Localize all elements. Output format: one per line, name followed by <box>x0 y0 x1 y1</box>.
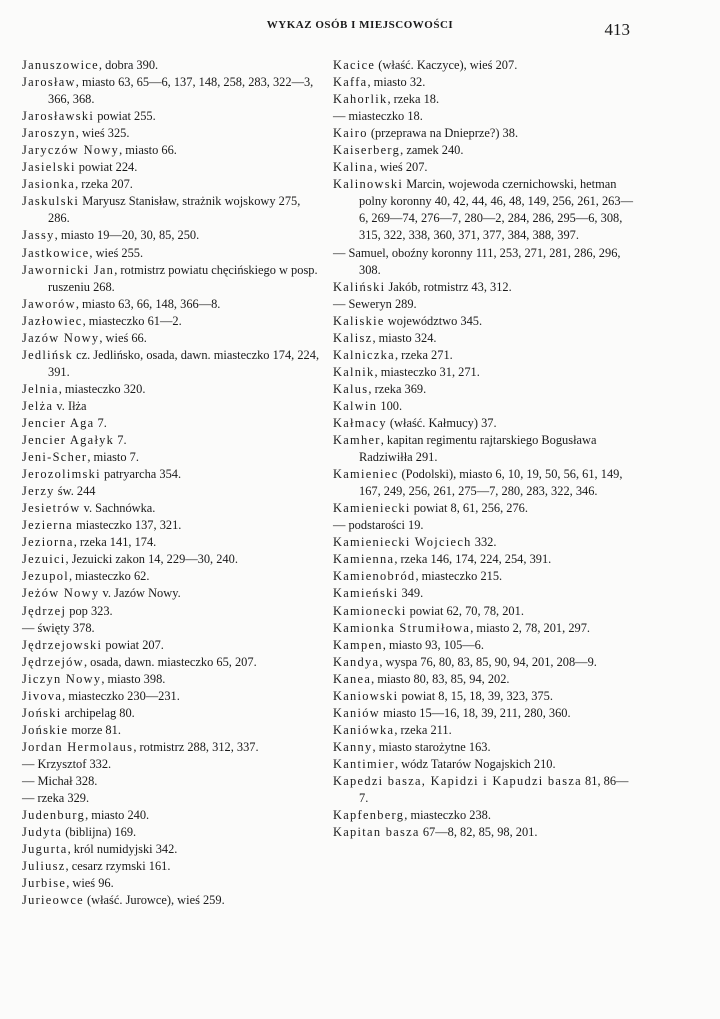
entry-headword: Jazów Nowy <box>22 330 100 345</box>
entry-headword: Jiczyn Nowy <box>22 671 102 686</box>
index-entry <box>22 313 322 330</box>
entry-description: morze 81. <box>68 722 121 737</box>
entry-headword: Jelża <box>22 398 54 413</box>
entry-description: , rzeka 369. <box>368 381 427 396</box>
entry-description: , miasteczko 320. <box>58 381 146 396</box>
entry-headword: Kamieński <box>333 586 399 601</box>
index-entry <box>22 568 322 585</box>
entry-headword: — <box>333 245 346 260</box>
entry-description: miasteczko 18. <box>345 109 423 124</box>
index-entry <box>333 705 633 722</box>
entry-description: powiat 8, 61, 256, 276. <box>410 501 528 516</box>
index-entry <box>22 637 322 654</box>
entry-headword: Jedlińsk <box>22 347 74 362</box>
entry-description: miasto 15—16, 18, 39, 211, 280, 360. <box>380 705 571 720</box>
index-entry <box>22 654 322 671</box>
entry-description: , miasto 324. <box>372 330 437 345</box>
entry-description: cz. Jedlińsko, osada, dawn. miasteczko 174, 224, 391. <box>48 347 320 379</box>
entry-headword: Kantimier <box>333 756 395 771</box>
entry-headword: Jaroszyn <box>22 126 76 141</box>
entry-headword: Jasionka <box>22 177 76 192</box>
entry-description: patryarcha 354. <box>100 467 182 482</box>
entry-description: Krzysztof 332. <box>34 756 112 771</box>
index-entry <box>22 739 322 756</box>
entry-headword: Kaiserberg <box>333 143 401 158</box>
entry-headword: Jawornicki Jan <box>22 262 115 277</box>
entry-description: , wieś 255. <box>89 245 144 260</box>
entry-headword: Jivova <box>22 688 63 703</box>
index-entry <box>333 739 633 756</box>
entry-headword: Kałmacy <box>333 415 387 430</box>
entry-description: , rzeka 146, 174, 224, 254, 391. <box>394 552 552 567</box>
entry-description: 7. <box>114 433 127 448</box>
entry-description: , miasto 7. <box>87 450 139 465</box>
entry-description: , miasto 2, 78, 201, 297. <box>470 620 591 635</box>
entry-description: , rzeka 141, 174. <box>73 535 157 550</box>
entry-headword: Januszowice <box>22 58 99 72</box>
entry-headword: Kapedzi basza, Kapidzi i Kapudzi basza <box>333 773 582 788</box>
entry-description: powiat 207. <box>102 637 164 652</box>
index-entry <box>22 875 322 892</box>
entry-description: , miasteczko 230—231. <box>62 688 180 703</box>
entry-description: Marcin, wojewoda czernichowski, hetman polny koronny 40, 42, 44, 46, 48, 149, 256, 261, 263—6, 269—74, 276—7, 280—2, 284, 286, 295—6, 308, 315, 322, 338, 360, 371, 377, 384, 388, 397. <box>359 177 633 243</box>
entry-headword: Jordan Hermolaus <box>22 739 134 754</box>
index-entry <box>333 125 633 142</box>
entry-description: , Jezuicki zakon 14, 229—30, 240. <box>65 552 238 567</box>
entry-description: , miasto 398. <box>101 671 166 686</box>
left-index-column <box>22 57 322 909</box>
entry-headword: Kacice <box>333 58 376 72</box>
index-entry <box>333 279 633 296</box>
entry-description: 349. <box>398 586 424 601</box>
index-entry <box>333 91 633 108</box>
index-entry <box>22 449 322 466</box>
entry-headword: Kahorlik <box>333 92 388 107</box>
running-header: WYKAZ OSÓB I MIEJSCOWOŚCI <box>266 19 454 31</box>
entry-headword: Kamienna <box>333 552 395 567</box>
entry-headword: Kamieniecki <box>333 501 411 516</box>
entry-headword: Jaskulski <box>22 194 80 209</box>
entry-description: , rotmistrz powiatu chęcińskiego w posp. ruszeniu 268. <box>48 262 318 294</box>
index-entry <box>22 551 322 568</box>
entry-description: pop 323. <box>66 603 113 618</box>
index-entry <box>333 364 633 381</box>
entry-description: , kapitan regimentu rajtarskiego Bogusława Radziwiłła 291. <box>359 433 597 465</box>
entry-headword: Jastkowice <box>22 245 90 260</box>
entry-headword: Jezierna <box>22 518 73 533</box>
entry-headword: Kalinowski <box>333 177 404 192</box>
entry-description: , rotmistrz 288, 312, 337. <box>133 739 259 754</box>
entry-headword: Jarosławski <box>22 109 95 124</box>
entry-headword: Jurieowce <box>22 893 84 908</box>
index-entry <box>22 517 322 534</box>
entry-description: , miasto 19—20, 30, 85, 250. <box>54 228 200 243</box>
index-entry <box>333 534 633 551</box>
entry-description: (właść. Kałmucy) 37. <box>386 415 497 430</box>
entry-description: , rzeka 211. <box>394 722 452 737</box>
entry-headword: Jońskie <box>22 722 69 737</box>
entry-headword: Jeziorna <box>22 535 74 550</box>
index-entry <box>22 245 322 262</box>
entry-description: , dobra 390. <box>98 58 159 72</box>
index-entry <box>333 415 633 432</box>
entry-description: , wyspa 76, 80, 83, 85, 90, 94, 201, 208—9. <box>379 654 597 669</box>
entry-headword: Kaffa <box>333 75 368 90</box>
entry-description: , rzeka 18. <box>387 92 440 107</box>
index-entry <box>22 296 322 313</box>
index-entry <box>22 142 322 159</box>
entry-description: podstarości 19. <box>345 518 424 533</box>
entry-headword: Kalisz <box>333 330 373 345</box>
entry-description: (biblijna) 169. <box>62 825 137 840</box>
entry-description: powiat 224. <box>75 160 138 175</box>
entry-headword: Jencier Aga <box>22 415 95 430</box>
entry-headword: Jędrzej <box>22 603 67 618</box>
index-entry <box>22 125 322 142</box>
index-entry <box>22 756 322 773</box>
entry-headword: Kamieniecki Wojciech <box>333 535 472 550</box>
index-entry <box>22 790 322 807</box>
index-entry <box>333 296 633 313</box>
entry-headword: Jarosław <box>22 75 76 90</box>
entry-headword: Jerozolimski <box>22 467 101 482</box>
entry-headword: Judenburg <box>22 808 86 823</box>
entry-headword: — <box>22 773 35 788</box>
entry-description: , cesarz rzymski 161. <box>65 859 171 874</box>
entry-headword: Jerzy <box>22 484 55 499</box>
entry-headword: — <box>333 518 346 533</box>
entry-description: , wieś 207. <box>373 160 428 175</box>
index-entry <box>333 347 633 364</box>
entry-description: , wieś 96. <box>66 876 114 891</box>
index-entry <box>333 432 633 466</box>
entry-description: 7. <box>94 415 107 430</box>
right-index-column <box>333 57 633 841</box>
entry-headword: Jaryczów Nowy <box>22 143 120 158</box>
index-entry <box>22 381 322 398</box>
entry-description: święty 378. <box>34 620 95 635</box>
entry-headword: Jezuici <box>22 552 66 567</box>
index-entry <box>22 466 322 483</box>
index-entry <box>333 398 633 415</box>
entry-headword: Kapitan basza <box>333 825 420 840</box>
entry-headword: — <box>333 296 346 311</box>
index-entry <box>22 688 322 705</box>
entry-description: v. Jazów Nowy. <box>99 586 181 601</box>
entry-description: Maryusz Stanisław, strażnik wojskowy 275, 286. <box>48 194 301 226</box>
index-entry <box>333 620 633 637</box>
index-entry <box>22 892 322 909</box>
index-entry <box>333 159 633 176</box>
entry-headword: Jelnia <box>22 381 59 396</box>
index-entry <box>22 671 322 688</box>
entry-description: rzeka 329. <box>34 791 90 806</box>
entry-description: , miasto 80, 83, 85, 94, 202. <box>371 671 510 686</box>
index-entry <box>22 262 322 296</box>
entry-headword: Kaniówka <box>333 722 395 737</box>
entry-description: województwo 345. <box>384 313 483 328</box>
entry-headword: — <box>22 756 35 771</box>
index-entry <box>22 347 322 381</box>
entry-headword: Jazłowiec <box>22 313 83 328</box>
entry-headword: Kaliskie <box>333 313 385 328</box>
entry-description: (Podolski), miasto 6, 10, 19, 50, 56, 61, 149, 167, 249, 256, 261, 275—7, 280, 283, 322, 346. <box>359 467 623 499</box>
entry-headword: Kanea <box>333 671 372 686</box>
index-entry <box>333 176 633 244</box>
index-entry <box>22 176 322 193</box>
entry-headword: Jencier Agałyk <box>22 433 115 448</box>
index-entry <box>22 483 322 500</box>
entry-description: , miasteczko 61—2. <box>82 313 182 328</box>
entry-headword: Kamieniec <box>333 467 399 482</box>
entry-headword: Kalina <box>333 160 374 175</box>
entry-description: Seweryn 289. <box>345 296 417 311</box>
entry-headword: Kalus <box>333 381 369 396</box>
entry-description: , miasteczko 31, 271. <box>374 364 480 379</box>
entry-headword: Jędrzejowski <box>22 637 103 652</box>
index-entry <box>333 313 633 330</box>
index-entry <box>22 858 322 875</box>
index-entry <box>22 585 322 602</box>
entry-headword: Kamionecki <box>333 603 407 618</box>
index-entry <box>333 688 633 705</box>
index-entry <box>22 705 322 722</box>
index-entry <box>22 415 322 432</box>
index-entry <box>333 57 633 74</box>
entry-headword: Judyta <box>22 825 63 840</box>
index-entry <box>333 637 633 654</box>
entry-description: Michał 328. <box>34 773 98 788</box>
index-entry <box>333 654 633 671</box>
index-entry <box>333 671 633 688</box>
entry-headword: Kaniów <box>333 705 381 720</box>
index-entry <box>333 722 633 739</box>
entry-description: , wieś 325. <box>75 126 130 141</box>
entry-description: , miasto 63, 65—6, 137, 148, 258, 283, 322—3, 366, 368. <box>48 75 314 107</box>
index-entry <box>333 756 633 773</box>
index-entry <box>333 245 633 279</box>
entry-description: , miasto 66. <box>119 143 177 158</box>
entry-headword: — <box>333 109 346 124</box>
entry-headword: Kampen <box>333 637 383 652</box>
page-number: 413 <box>604 20 630 39</box>
entry-headword: Kalwin <box>333 398 378 413</box>
index-entry <box>22 108 322 125</box>
entry-description: , miasto 240. <box>85 808 150 823</box>
entry-description: , miasto 63, 66, 148, 366—8. <box>75 296 221 311</box>
entry-headword: Kalniczka <box>333 347 395 362</box>
entry-headword: Jasielski <box>22 160 76 175</box>
index-entry <box>333 773 633 807</box>
entry-description: , król numidyjski 342. <box>67 842 178 857</box>
entry-headword: Jurbise <box>22 876 67 891</box>
index-entry <box>22 620 322 637</box>
entry-description: powiat 62, 70, 78, 201. <box>406 603 524 618</box>
entry-description: , zamek 240. <box>400 143 464 158</box>
index-entry <box>333 603 633 620</box>
entry-headword: — <box>22 620 35 635</box>
index-entry <box>22 841 322 858</box>
entry-description: , miasteczko 62. <box>68 569 150 584</box>
entry-description: 67—8, 82, 85, 98, 201. <box>419 825 538 840</box>
entry-headword: Kairo <box>333 126 368 141</box>
entry-description: v. Sachnówka. <box>80 501 156 516</box>
entry-headword: Kamher <box>333 433 381 448</box>
entry-headword: Jeżów Nowy <box>22 586 100 601</box>
entry-description: , wieś 66. <box>99 330 147 345</box>
entry-headword: Jassy <box>22 228 55 243</box>
entry-description: (przeprawa na Dnieprze?) 38. <box>367 126 519 141</box>
entry-headword: Kanny <box>333 739 373 754</box>
index-entry <box>333 824 633 841</box>
entry-headword: Jeni-Scher <box>22 450 88 465</box>
index-entry <box>22 193 322 227</box>
entry-description: , osada, dawn. miasteczko 65, 207. <box>83 654 257 669</box>
entry-description: , miasteczko 215. <box>415 569 503 584</box>
entry-description: archipelag 80. <box>61 705 135 720</box>
entry-description: , miasto 93, 105—6. <box>382 637 484 652</box>
entry-description: powiat 255. <box>94 109 156 124</box>
index-entry <box>333 142 633 159</box>
index-entry <box>22 824 322 841</box>
index-entry <box>22 603 322 620</box>
entry-description: Samuel, oboźny koronny 111, 253, 271, 281, 286, 296, 308. <box>345 245 621 277</box>
index-entry <box>22 534 322 551</box>
entry-description: (właść. Kaczyce), wieś 207. <box>375 58 518 72</box>
index-entry <box>333 74 633 91</box>
entry-description: 81, 86—7. <box>359 773 629 806</box>
entry-headword: — <box>22 791 35 806</box>
index-entry <box>333 807 633 824</box>
entry-headword: Jezupol <box>22 569 69 584</box>
entry-description: , miasteczko 238. <box>404 808 491 823</box>
entry-headword: Kaniowski <box>333 688 399 703</box>
entry-headword: Kaliński <box>333 279 386 294</box>
entry-headword: Jędrzejów <box>22 654 84 669</box>
entry-headword: Jugurta <box>22 842 68 857</box>
entry-description: 332. <box>471 535 497 550</box>
index-entry <box>333 381 633 398</box>
entry-headword: Jaworów <box>22 296 76 311</box>
entry-headword: Kamionka Strumiłowa <box>333 620 471 635</box>
index-entry <box>333 585 633 602</box>
entry-headword: Kamienobród <box>333 569 416 584</box>
entry-description: , miasto starożytne 163. <box>372 739 491 754</box>
entry-description: św. 244 <box>54 484 96 499</box>
index-entry <box>22 74 322 108</box>
entry-description: miasteczko 137, 321. <box>72 518 182 533</box>
entry-description: , miasto 32. <box>367 75 426 90</box>
index-entry <box>22 432 322 449</box>
entry-description: v. Iłża <box>53 398 87 413</box>
entry-headword: Jesietrów <box>22 501 81 516</box>
index-entry <box>22 398 322 415</box>
entry-headword: Juliusz <box>22 859 66 874</box>
index-entry <box>333 330 633 347</box>
index-entry <box>333 466 633 500</box>
index-entry <box>22 227 322 244</box>
index-entry <box>333 568 633 585</box>
entry-description: , rzeka 271. <box>394 347 453 362</box>
entry-description: , rzeka 207. <box>75 177 133 192</box>
entry-headword: Kapfenberg <box>333 808 405 823</box>
index-entry <box>22 330 322 347</box>
index-entry <box>22 159 322 176</box>
index-entry <box>333 551 633 568</box>
entry-description: , wódz Tatarów Nogajskich 210. <box>394 756 556 771</box>
index-entry <box>22 500 322 517</box>
index-entry <box>333 500 633 517</box>
entry-headword: Joński <box>22 705 62 720</box>
index-entry <box>333 108 633 125</box>
index-entry <box>22 57 322 74</box>
entry-description: powiat 8, 15, 18, 39, 323, 375. <box>398 688 553 703</box>
entry-description: Jakób, rotmistrz 43, 312. <box>385 279 512 294</box>
index-entry <box>333 517 633 534</box>
index-entry <box>22 807 322 824</box>
entry-description: 100. <box>377 398 403 413</box>
index-entry <box>22 722 322 739</box>
entry-description: (właść. Jurowce), wieś 259. <box>83 893 225 908</box>
index-entry <box>22 773 322 790</box>
entry-headword: Kalnik <box>333 364 375 379</box>
entry-headword: Kandya <box>333 654 380 669</box>
